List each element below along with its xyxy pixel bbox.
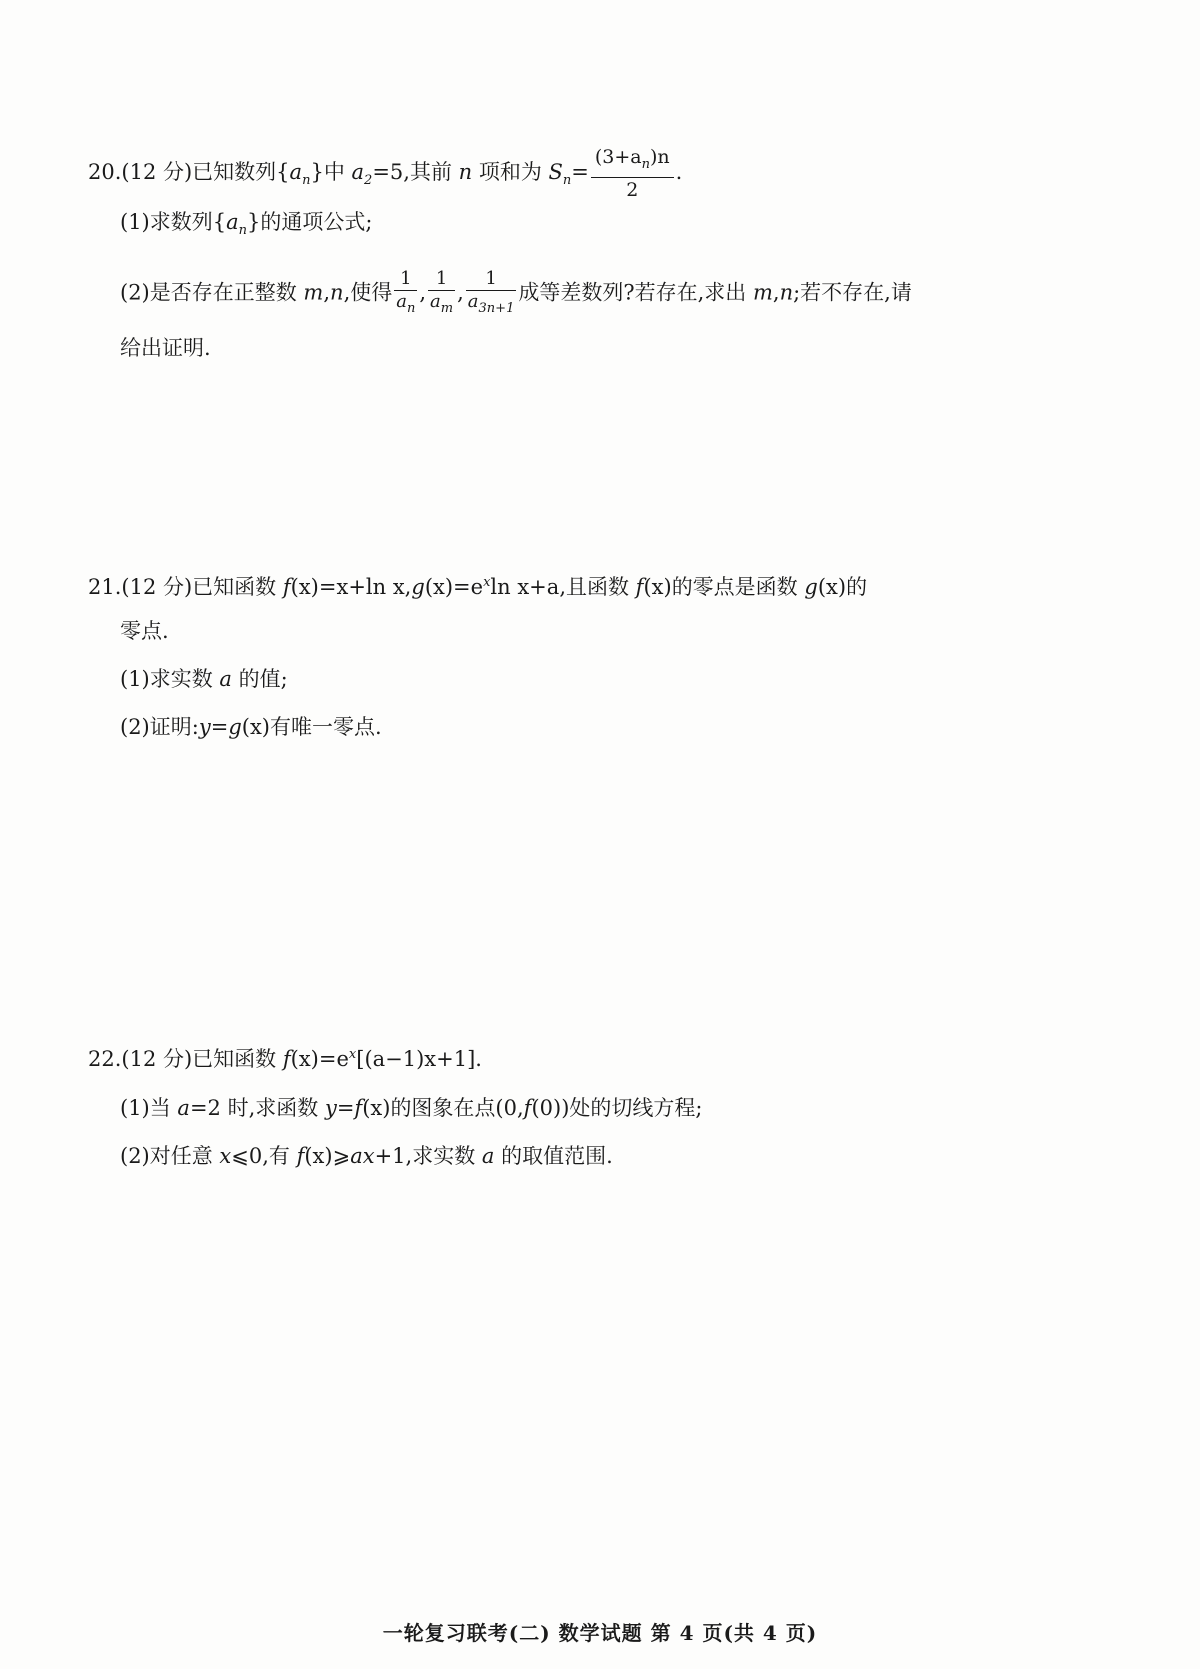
q21-line2-text: 零点.	[120, 619, 169, 643]
q20-p1-sub: n	[238, 223, 248, 238]
q20-end: .	[675, 160, 683, 184]
q22-p1-f0: f	[523, 1096, 532, 1120]
frac-num: 1	[394, 268, 417, 291]
q22-part2	[120, 1141, 613, 1171]
q20-frac-num-sub: n	[641, 157, 651, 172]
q22-x: (x)	[290, 1047, 319, 1071]
q22-p1-text: =2 时,求函数	[189, 1096, 325, 1120]
q20-p2-text: (2)是否存在正整数	[120, 280, 304, 305]
frac-den: a	[430, 291, 441, 312]
q20-p2-m: m	[752, 280, 773, 305]
q21-eq2: =e	[453, 575, 484, 599]
q20-p2-line2: 给出证明.	[120, 336, 211, 360]
q20-p2-n: n	[779, 280, 794, 305]
q21-text: 21.(12 分)已知函数	[88, 575, 283, 599]
q20-frac-3	[466, 268, 517, 320]
q21-p1-text: (1)求实数	[120, 667, 220, 691]
q20-p1-text: (1)求数列{	[120, 210, 227, 234]
q20-var-a2: a	[351, 160, 365, 184]
q20-text: =5,其前	[372, 160, 459, 184]
q22-p2-ge: ⩾	[332, 1144, 351, 1168]
q22-text: 22.(12 分)已知函数	[88, 1047, 283, 1071]
q20-p2-m: m	[303, 280, 324, 305]
q20-text: 项和为	[472, 160, 549, 184]
q20-frac-den: 2	[626, 179, 639, 201]
q21-x: (x)	[643, 575, 672, 599]
q22-eq: =e	[318, 1047, 349, 1071]
q20-sub-n: n	[302, 173, 311, 188]
q21-text: 的零点是函数	[671, 575, 805, 599]
q21-text: 的	[846, 575, 868, 599]
q22-f: f	[282, 1047, 291, 1071]
q22-p1-x: (x)	[362, 1096, 391, 1120]
q21-p2-eq: =	[210, 715, 229, 739]
q20-head: 20.(12 分)已知数列{	[88, 160, 290, 184]
q20-frac-num-tail: )n	[650, 146, 670, 168]
q21-g: g	[411, 575, 425, 599]
q21-p2-text: 有唯一零点.	[270, 715, 382, 739]
q20-part2: (2)是否存在正整数 m,n,使得 $\frac{1}{a_n}$ , $\frac{1}{a_m}$ , $\frac{1}{a_{3n+1}}$ 成等差数列?若存在,求出 m,n;若不存在,请	[120, 268, 912, 320]
frac-den: a	[467, 291, 479, 312]
q20-p2-text: 成等差数列?若存在,求出	[518, 280, 753, 305]
q21-p1-text: 的值;	[231, 667, 288, 691]
q22-body: [(a−1)x+1].	[356, 1047, 482, 1071]
q22-p2-text: 的取值范围.	[494, 1144, 613, 1168]
q22-p2-text: (2)对任意	[120, 1144, 220, 1168]
q20-frac-1	[394, 268, 417, 320]
q21-part2	[120, 712, 382, 742]
q22-p1-text: (0))处的切线方程;	[531, 1096, 703, 1120]
frac-num: 1	[466, 268, 517, 291]
q20-sub-n: n	[562, 173, 572, 188]
q22-p2-text: +1,求实数	[374, 1144, 482, 1168]
q20-p2-text: ;若不存在,请	[793, 280, 912, 305]
frac-den-sub: m	[440, 301, 454, 316]
q21-x: (x)	[817, 575, 847, 599]
frac-den-sub: 3n+1	[478, 301, 515, 316]
q22-statement	[88, 1040, 482, 1074]
q20-frac-2	[428, 268, 455, 320]
q21-gx: (x)	[424, 575, 454, 599]
q20-equals: =	[571, 160, 589, 184]
q21-x: (x)	[290, 575, 319, 599]
q21-part1	[120, 664, 288, 694]
q22-p1-a: a	[177, 1096, 190, 1120]
q21-p2-x: (x)	[241, 715, 270, 739]
q21-p1-a: a	[219, 667, 232, 691]
q22-p1-y: y	[324, 1096, 337, 1120]
q22-p2-f: f	[296, 1144, 305, 1168]
q22-p1-text: (1)当	[120, 1096, 178, 1120]
q21-sup: x	[483, 575, 491, 590]
q20-p2-n: n	[330, 280, 344, 305]
q20-p2-text: ,使得	[343, 280, 393, 305]
q20-var-n: n	[458, 160, 473, 184]
q20-frac-num: (3+a	[594, 146, 642, 168]
q21-f: f	[282, 575, 291, 599]
q20-statement	[88, 145, 682, 202]
q22-part1	[120, 1093, 702, 1123]
q21-line2	[120, 616, 169, 646]
q20-text: }中	[310, 160, 352, 184]
q22-p2-a: a	[481, 1144, 495, 1168]
q21-eq1: =x+ln x,	[318, 575, 412, 599]
q22-p2-x: x	[219, 1144, 232, 1168]
q20-part2-cont	[120, 333, 211, 363]
frac-den: a	[396, 291, 407, 312]
q20-var-a: a	[289, 160, 303, 184]
q21-f: f	[635, 575, 644, 599]
frac-num: 1	[428, 268, 455, 291]
frac-den-sub: n	[406, 301, 416, 316]
q21-g: g	[804, 575, 818, 599]
q21-statement	[88, 568, 867, 602]
q22-p1-text: 的图象在点(0,	[390, 1096, 524, 1120]
q21-p2-text: (2)证明:	[120, 715, 199, 739]
q20-sub-2: 2	[364, 173, 373, 188]
q20-fraction	[591, 145, 674, 202]
q21-text: ,且函数	[559, 575, 636, 599]
q22-p1-f: f	[354, 1096, 363, 1120]
page-footer: 一轮复习联考(二) 数学试题 第 4 页(共 4 页)	[382, 1621, 818, 1645]
q21-p2-g: g	[228, 715, 242, 739]
q20-p1-var: a	[226, 210, 239, 234]
q22-p2-le: ⩽0,有	[231, 1144, 297, 1168]
q20-part1	[120, 207, 372, 246]
q20-var-S: S	[548, 160, 563, 184]
q22-sup: x	[348, 1047, 357, 1062]
q20-p2-comma: ,	[323, 280, 331, 305]
q21-p2-y: y	[198, 715, 211, 739]
q21-eq3: ln x+a	[490, 575, 560, 599]
q22-p1-eq: =	[336, 1096, 355, 1120]
q22-p2-ax: ax	[350, 1144, 375, 1168]
q22-p2-fx: (x)	[304, 1144, 333, 1168]
q20-p1-text: }的通项公式;	[247, 210, 373, 234]
